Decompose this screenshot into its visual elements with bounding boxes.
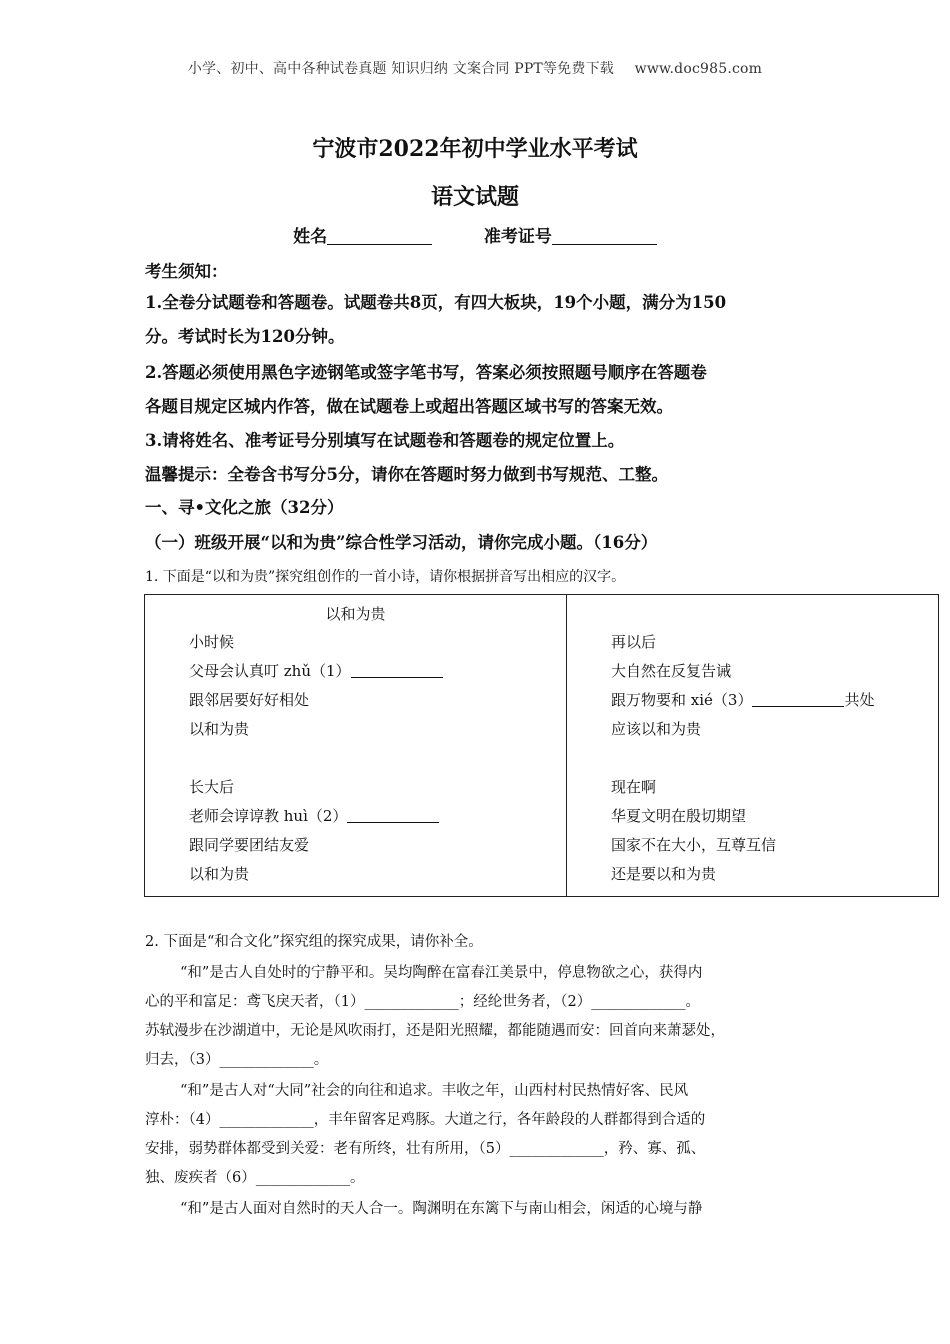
exam-subtitle: 语文试题 — [430, 184, 519, 210]
poem-right-column — [567, 595, 938, 896]
poem-table — [144, 594, 939, 897]
q2-paragraph-line: 心的平和富足：鸢飞戾天者，（1）_____________；经纶世务者，（2）_____________。 — [145, 994, 700, 1010]
name-blank[interactable] — [327, 228, 432, 245]
q2-paragraph-line: “和”是古人对“大同”社会的向往和追求。丰收之年，山西村村民热情好客、民风 — [180, 1083, 689, 1099]
poem-line: 小时候 — [189, 633, 235, 651]
poem-left-column — [145, 595, 567, 896]
name-id-line — [0, 222, 950, 247]
notice-tip: 温馨提示：全卷含书写分5分，请你在答题时努力做到书写规范、工整。 — [145, 465, 668, 484]
poem-line: 跟同学要团结友爱 — [189, 836, 310, 854]
poem-line: 华夏文明在殷切期望 — [611, 807, 747, 825]
name-label: 姓名 — [293, 227, 328, 247]
q2-paragraph-line: “和”是古人面对自然时的天人合一。陶渊明在东篱下与南山相会，闲适的心境与静 — [180, 1201, 703, 1217]
exam-title: 宁波市2022年初中学业水平考试 — [312, 136, 638, 162]
q1-prompt: 1. 下面是“以和为贵”探究组创作的一首小诗，请你根据拼音写出相应的汉字。 — [145, 569, 626, 585]
poem-line: 国家不在大小，互尊互信 — [611, 836, 777, 854]
poem-line: 父母会认真叮 zhǔ（1） — [189, 660, 443, 681]
poem-line: 跟邻居要好好相处 — [189, 691, 310, 709]
poem-line: 以和为贵 — [189, 720, 250, 738]
section-1-sub-1: （一）班级开展“以和为贵”综合性学习活动，请你完成小题。（16分） — [145, 533, 658, 552]
poem-line: 老师会谆谆教 huì（2） — [189, 805, 439, 826]
q2-paragraph-line: 安排，弱势群体都受到关爱：老有所终，壮有所用，（5）_____________，矜、寡、孤、 — [145, 1141, 706, 1157]
poem-line: 再以后 — [611, 633, 657, 651]
q2-paragraph-line: 淳朴：（4）_____________，丰年留客足鸡豚。大道之行，各年龄段的人群都得到合适的 — [145, 1112, 706, 1128]
poem-line: 还是要以和为贵 — [611, 865, 717, 883]
id-label: 准考证号 — [483, 227, 552, 247]
q2-paragraph-line: 独、废疾者（6）_____________。 — [145, 1170, 365, 1186]
q2-paragraph-line: 归去，（3）_____________。 — [145, 1052, 329, 1068]
poem-title: 以和为贵 — [325, 605, 386, 623]
page-header — [0, 58, 950, 78]
section-1-title: 一、寻•文化之旅（32分） — [145, 498, 344, 517]
q2-paragraph-line: 苏轼漫步在沙湖道中，无论是风吹雨打，还是阳光照耀，都能随遇而安：回首向来萧瑟处， — [145, 1023, 725, 1039]
notice-item-1a: 1.全卷分试题卷和答题卷。试题卷共8页，有四大板块，19个小题，满分为150 — [145, 293, 727, 312]
answer-blank-3[interactable] — [752, 692, 844, 707]
notice-heading: 考生须知： — [145, 262, 228, 281]
header-text: 小学、初中、高中各种试卷真题 知识归纳 文案合同 PPT等免费下载 — [187, 61, 614, 77]
poem-line: 长大后 — [189, 778, 235, 796]
notice-item-2b: 各题目规定区城内作答，做在试题卷上或超出答题区域书写的答案无效。 — [145, 397, 673, 416]
notice-item-1b: 分。考试时长为120分钟。 — [145, 327, 345, 346]
poem-line: 以和为贵 — [189, 865, 250, 883]
q2-prompt: 2. 下面是“和合文化”探究组的探究成果，请你补全。 — [145, 934, 483, 950]
header-site-link[interactable]: www.doc985.com — [634, 61, 763, 77]
answer-blank-1[interactable] — [351, 663, 443, 678]
notice-item-2a: 2.答题必须使用黑色字迹钢笔或签字笔书写，答案必须按照题号顺序在答题卷 — [145, 363, 707, 382]
q2-paragraph-line: “和”是古人自处时的宁静平和。吴均陶醉在富春江美景中，停息物欲之心，获得内 — [180, 965, 703, 981]
poem-line: 应该以和为贵 — [611, 720, 702, 738]
notice-item-3: 3.请将姓名、准考证号分别填写在试题卷和答题卷的规定位置上。 — [145, 431, 625, 450]
poem-line: 现在啊 — [611, 778, 657, 796]
poem-line: 大自然在反复告诫 — [611, 662, 732, 680]
id-blank[interactable] — [552, 228, 657, 245]
poem-line: 跟万物要和 xié（3） 共处 — [611, 691, 875, 709]
answer-blank-2[interactable] — [347, 808, 439, 823]
